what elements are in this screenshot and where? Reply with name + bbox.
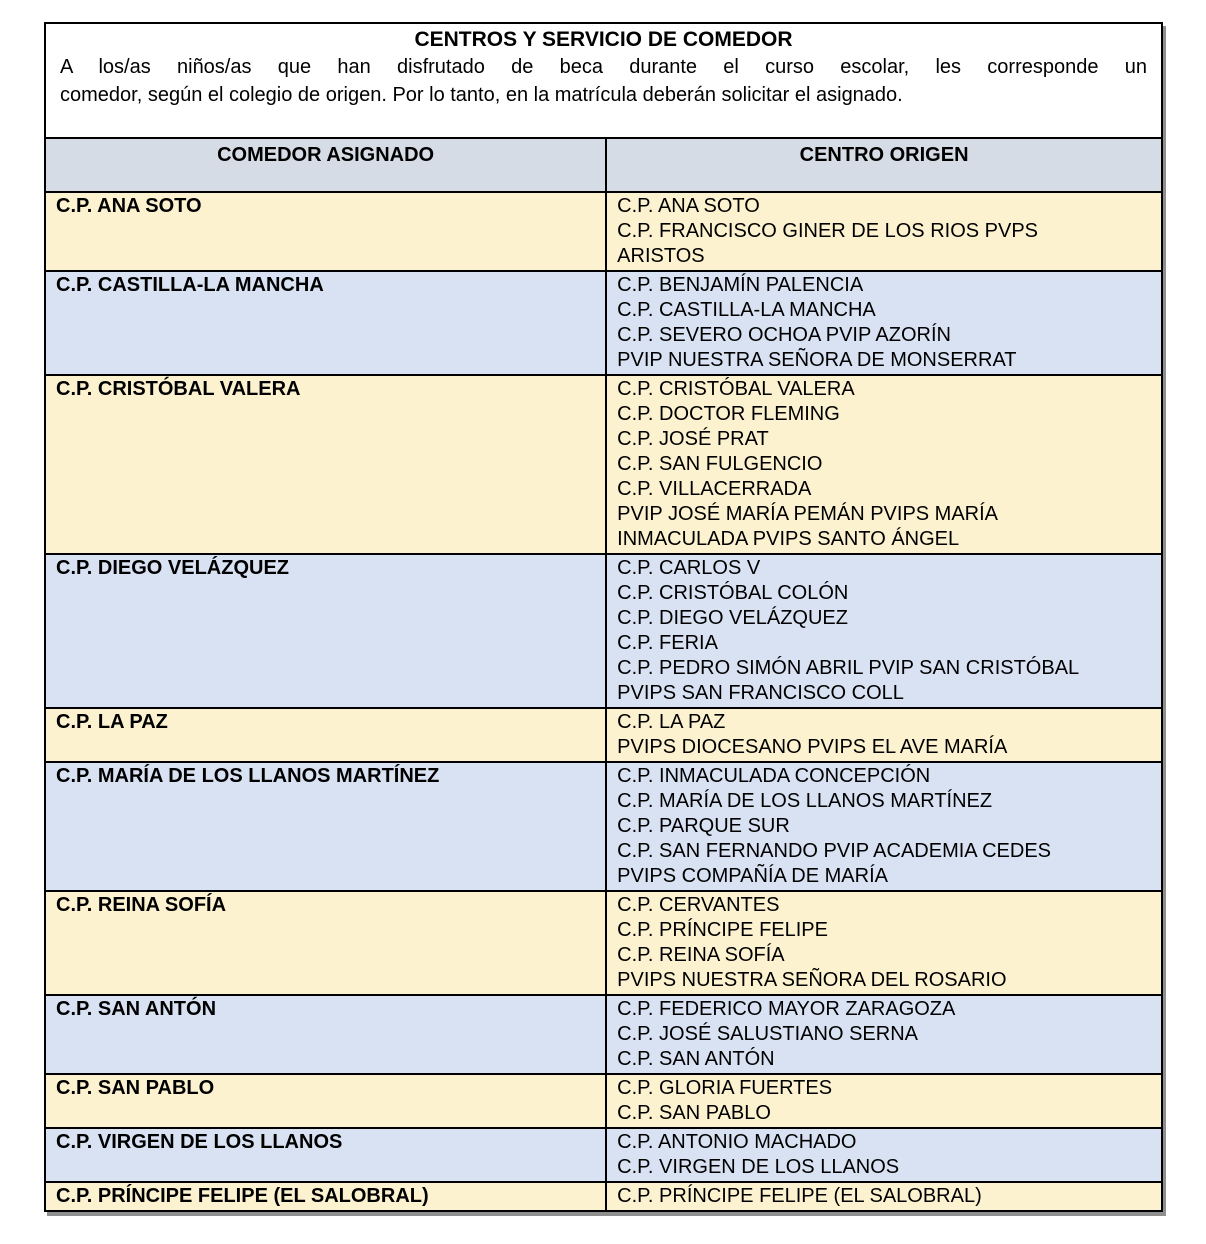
comedor-asignado-cell (46, 272, 605, 374)
origen-line: PVIP JOSÉ MARÍA PEMÁN PVIPS MARÍA (617, 503, 999, 525)
origen-line: C.P. PRÍNCIPE FELIPE (EL SALOBRAL) (617, 1185, 982, 1207)
table-row (46, 890, 1161, 994)
origen-line: C.P. CRISTÓBAL COLÓN (617, 582, 849, 604)
comedor-asignado-cell (46, 709, 605, 761)
origen-line: C.P. PARQUE SUR (617, 815, 790, 837)
origen-line: C.P. SAN FERNANDO PVIP ACADEMIA CEDES (617, 840, 1051, 862)
comedor-asignado-cell (46, 193, 605, 270)
origen-line: C.P. JOSÉ PRAT (617, 428, 769, 450)
table-body (46, 191, 1161, 1210)
origen-line: C.P. FERIA (617, 632, 718, 654)
origen-line: C.P. CRISTÓBAL VALERA (617, 378, 855, 400)
comedor-asignado-header: COMEDOR ASIGNADO (217, 144, 435, 166)
origen-line: C.P. ANTONIO MACHADO (617, 1131, 857, 1153)
origen-line: C.P. MARÍA DE LOS LLANOS MARTÍNEZ (617, 790, 993, 812)
centro-origen-cell (605, 1075, 1161, 1127)
origen-line: C.P. SAN FULGENCIO (617, 453, 823, 475)
comedor-asignado-cell (46, 892, 605, 994)
centro-origen-cell (605, 709, 1161, 761)
comedor-asignado-cell (46, 1075, 605, 1127)
origen-line: C.P. PRÍNCIPE FELIPE (617, 919, 828, 941)
comedor-label: C.P. MARÍA DE LOS LLANOS MARTÍNEZ (56, 765, 440, 787)
comedor-asignado-cell (46, 376, 605, 553)
comedor-table (44, 22, 1163, 1212)
origen-line: C.P. SAN PABLO (617, 1102, 771, 1124)
table-row (46, 1181, 1161, 1210)
comedor-label: C.P. VIRGEN DE LOS LLANOS (56, 1131, 343, 1153)
table-header-row (46, 137, 1161, 191)
origen-line: C.P. ANA SOTO (617, 195, 760, 217)
centro-origen-cell (605, 193, 1161, 270)
centro-origen-cell (605, 376, 1161, 553)
origen-line: C.P. CARLOS V (617, 557, 761, 579)
centro-origen-header: CENTRO ORIGEN (605, 139, 1161, 191)
origen-line: PVIPS COMPAÑÍA DE MARÍA (617, 865, 888, 887)
centro-origen-cell (605, 555, 1161, 707)
origen-line: C.P. SAN ANTÓN (617, 1048, 775, 1070)
comedor-asignado-cell (46, 555, 605, 707)
origen-line: C.P. VIRGEN DE LOS LLANOS (617, 1156, 900, 1178)
centro-origen-cell (605, 996, 1161, 1073)
table-row (46, 374, 1161, 553)
comedor-label: C.P. SAN ANTÓN (56, 998, 217, 1020)
table-row (46, 994, 1161, 1073)
comedor-label: C.P. REINA SOFÍA (56, 894, 227, 916)
table-row (46, 553, 1161, 707)
origen-line: C.P. CERVANTES (617, 894, 780, 916)
table-row (46, 191, 1161, 270)
origen-line: ARISTOS (617, 245, 705, 267)
origen-line: PVIPS NUESTRA SEÑORA DEL ROSARIO (617, 969, 1007, 991)
table-row (46, 761, 1161, 890)
intro-paragraph-line-2: comedor, según el colegio de origen. Por lo tanto, en la matrícula deberán solicitar el asignado. (60, 84, 903, 106)
origen-line: PVIPS DIOCESANO PVIPS EL AVE MARÍA (617, 736, 1008, 758)
table-row (46, 270, 1161, 374)
table-row (46, 707, 1161, 761)
comedor-label: C.P. CASTILLA-LA MANCHA (56, 274, 324, 296)
comedor-label: C.P. SAN PABLO (56, 1077, 215, 1099)
table-row (46, 1073, 1161, 1127)
origen-line: C.P. REINA SOFÍA (617, 944, 785, 966)
origen-line: PVIPS SAN FRANCISCO COLL (617, 682, 904, 704)
origen-line: PVIP NUESTRA SEÑORA DE MONSERRAT (617, 349, 1017, 371)
centro-origen-cell (605, 892, 1161, 994)
intro-paragraph-line-1: A los/as niños/as que han disfrutado de beca durante el curso escolar, les corresponde un (60, 56, 1147, 78)
origen-line: C.P. FEDERICO MAYOR ZARAGOZA (617, 998, 956, 1020)
comedor-asignado-cell (46, 996, 605, 1073)
centro-origen-cell (605, 1183, 1161, 1210)
table-row (46, 1127, 1161, 1181)
centro-origen-cell (605, 763, 1161, 890)
origen-line: INMACULADA PVIPS SANTO ÁNGEL (617, 528, 960, 550)
comedor-label: C.P. CRISTÓBAL VALERA (56, 378, 301, 400)
origen-line: C.P. CASTILLA-LA MANCHA (617, 299, 876, 321)
origen-line: C.P. PEDRO SIMÓN ABRIL PVIP SAN CRISTÓBAL (617, 657, 1080, 679)
origen-line: C.P. SEVERO OCHOA PVIP AZORÍN (617, 324, 951, 346)
origen-line: C.P. FRANCISCO GINER DE LOS RIOS PVPS (617, 220, 1039, 242)
centro-origen-cell (605, 272, 1161, 374)
comedor-label: C.P. ANA SOTO (56, 195, 202, 217)
origen-line: C.P. INMACULADA CONCEPCIÓN (617, 765, 931, 787)
origen-line: C.P. LA PAZ (617, 711, 726, 733)
comedor-label: C.P. LA PAZ (56, 711, 168, 733)
intro-spacer (60, 109, 1147, 135)
comedor-label: C.P. DIEGO VELÁZQUEZ (56, 557, 289, 579)
comedor-asignado-cell (46, 763, 605, 890)
origen-line: C.P. GLORIA FUERTES (617, 1077, 833, 1099)
comedor-asignado-cell (46, 1183, 605, 1210)
intro-section (46, 24, 1161, 137)
origen-line: C.P. JOSÉ SALUSTIANO SERNA (617, 1023, 919, 1045)
comedor-asignado-cell (46, 1129, 605, 1181)
document-title: CENTROS Y SERVICIO DE COMEDOR (414, 28, 793, 51)
origen-line: C.P. BENJAMÍN PALENCIA (617, 274, 864, 296)
origen-line: C.P. VILLACERRADA (617, 478, 812, 500)
origen-line: C.P. DOCTOR FLEMING (617, 403, 840, 425)
comedor-label: C.P. PRÍNCIPE FELIPE (EL SALOBRAL) (56, 1185, 429, 1207)
origen-line: C.P. DIEGO VELÁZQUEZ (617, 607, 848, 629)
centro-origen-cell (605, 1129, 1161, 1181)
